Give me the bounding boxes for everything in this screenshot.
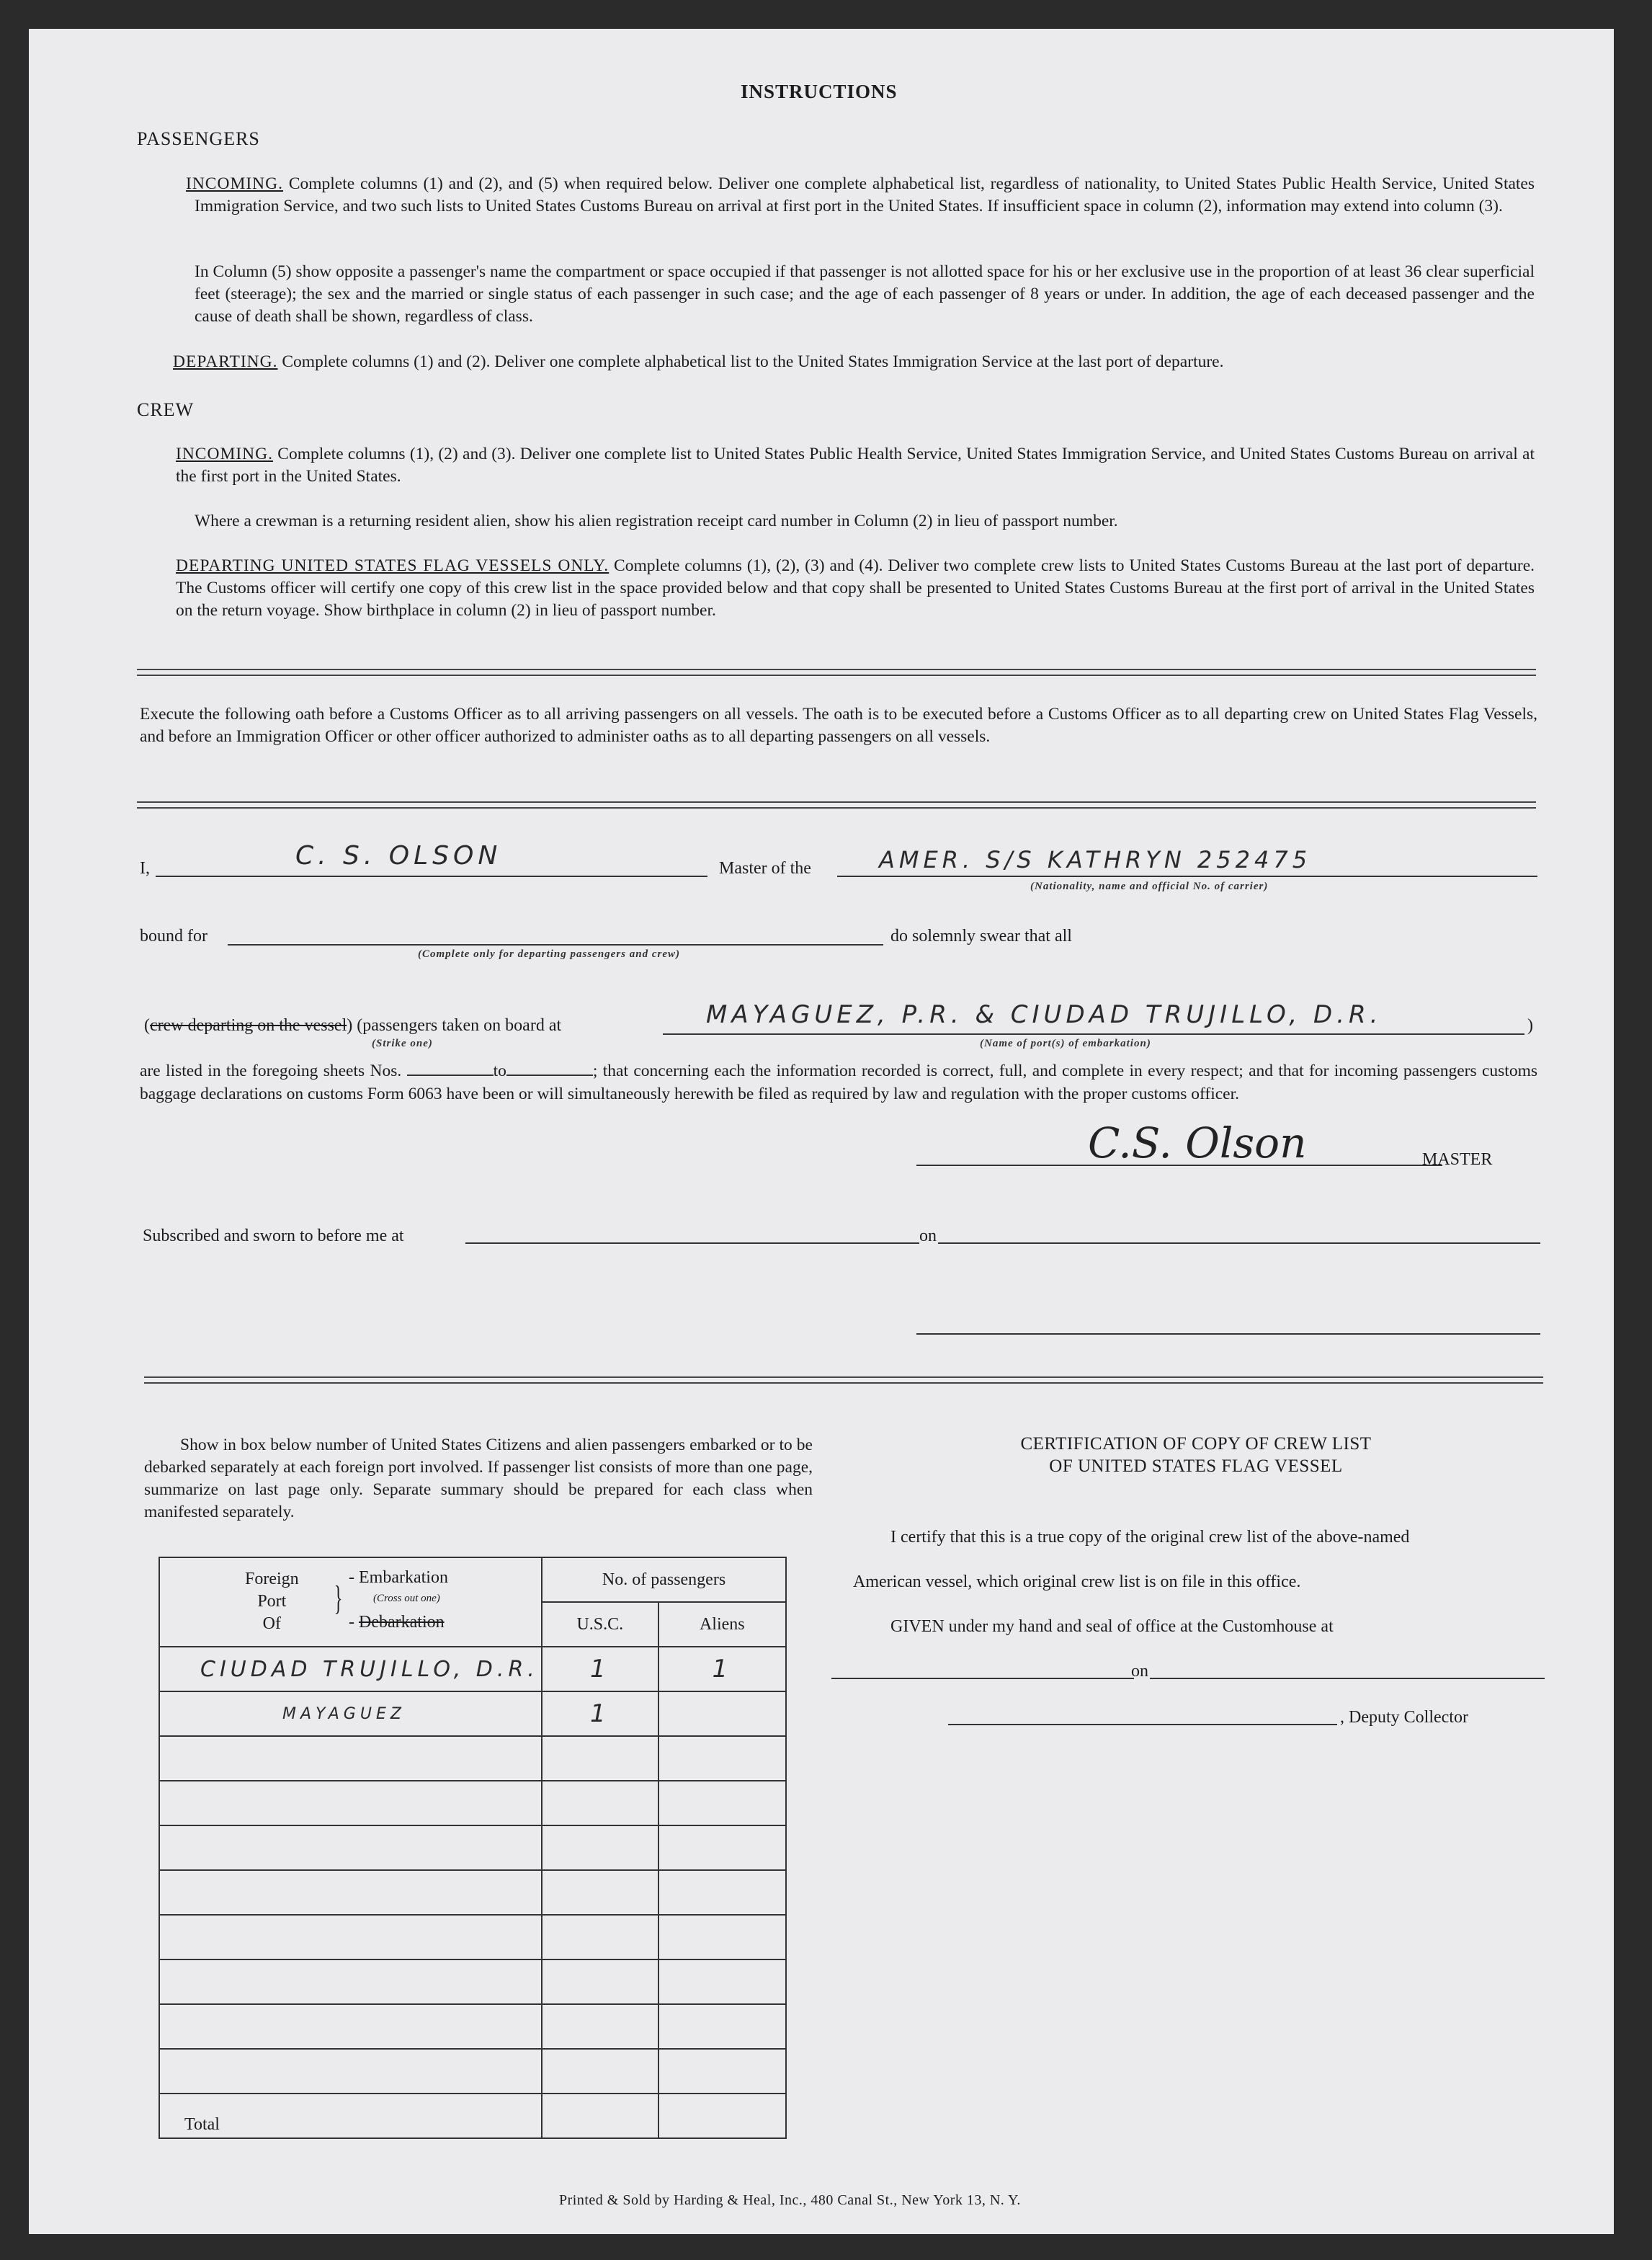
certification-title — [872, 1433, 1520, 1477]
table-row — [159, 1870, 786, 1915]
usc-cell — [542, 1915, 658, 1959]
divider — [144, 1376, 1543, 1384]
port-cell — [159, 1781, 542, 1825]
aliens-cell — [658, 1825, 786, 1870]
table-row — [159, 2004, 786, 2049]
bound-for-label: bound for — [140, 927, 207, 946]
passengers-departing-label: DEPARTING. — [173, 352, 278, 371]
passengers-incoming-text: Complete columns (1) and (2), and (5) when required below. Deliver one complete alphabetical list, regardless of nationality, to United States Public Health Service, United States Immigration Service, and two such lists to United States Customs Bureau on arrival at first port in the United States. If insufficient space in column (2), information may extend into column (3). — [195, 174, 1535, 215]
master-label: MASTER — [1422, 1150, 1493, 1169]
sheet-from-field[interactable] — [407, 1075, 494, 1076]
bound-for-caption: (Complete only for departing passengers and crew) — [418, 948, 680, 960]
table-row — [159, 1825, 786, 1870]
aliens-cell — [658, 1870, 786, 1915]
passengers-column5-paragraph: In Column (5) show opposite a passenger's name the compartment or space occupied if that passenger is not allotted space for his or her exclusive use in the proportion of at least 36 clear superficial feet (steerage); the sex and the married or single status of each passenger in such case; and the age of each passenger of 8 years or under. In addition, the age of each deceased passenger and the cause of death shall be shown, regardless of class. — [195, 262, 1535, 326]
document-page — [29, 29, 1614, 2234]
close-paren: ) — [1527, 1016, 1533, 1035]
crew-incoming-paragraph — [176, 443, 1535, 488]
port-cell — [159, 1825, 542, 1870]
officer-signature-line — [916, 1333, 1540, 1335]
aliens-header: Aliens — [658, 1602, 786, 1647]
usc-header: U.S.C. — [542, 1602, 658, 1647]
certification-title-line1: CERTIFICATION OF COPY OF CREW LIST — [1020, 1434, 1372, 1454]
certification-date-line — [1150, 1678, 1545, 1679]
table-row — [159, 1691, 786, 1736]
passengers-departing-paragraph — [173, 351, 1535, 373]
ports-line — [663, 1033, 1524, 1035]
total-label: Total — [159, 2094, 542, 2138]
table-row — [159, 1647, 786, 1691]
aliens-cell — [658, 2004, 786, 2049]
swear-label: do solemnly swear that all — [890, 927, 1072, 946]
listed-label: are listed in the foregoing sheets Nos. — [140, 1062, 402, 1080]
vessel-caption: (Nationality, name and official No. of carrier) — [1030, 881, 1269, 892]
cross-out-note: (Cross out one) — [373, 1593, 440, 1604]
customhouse-place-line — [831, 1678, 1134, 1679]
crew-heading: CREW — [137, 399, 195, 420]
aliens-cell — [658, 1915, 786, 1959]
col-port-label: Port — [257, 1592, 287, 1611]
usc-cell — [542, 2004, 658, 2049]
certify-text-2: American vessel, which original crew list is on file in this office. — [853, 1572, 1301, 1591]
aliens-cell: 1 — [658, 1647, 786, 1691]
vessel-name: AMER. S/S KATHRYN 252475 — [879, 846, 1312, 873]
page-title: INSTRUCTIONS — [741, 81, 898, 102]
crew-incoming-label: INCOMING. — [176, 445, 273, 463]
i-label: I, — [140, 859, 150, 878]
bound-for-line — [228, 944, 883, 946]
master-signature: C.S. Olson — [1088, 1118, 1307, 1167]
crew-departing-paragraph — [176, 555, 1535, 622]
strike-caption: (Strike one) — [372, 1038, 433, 1049]
given-text: GIVEN under my hand and seal of office at the Customhouse at — [890, 1617, 1334, 1636]
usc-cell — [542, 1825, 658, 1870]
subscribed-label: Subscribed and sworn to before me at — [143, 1227, 404, 1245]
table-row — [159, 1736, 786, 1781]
usc-cell — [542, 1959, 658, 2004]
crew-departing-text: Complete columns (1), (2), (3) and (4). Deliver two complete crew lists to United States Customs Bureau at the last port of departure. The Customs officer will certify one copy of this crew list in the space provided below and that copy shall be presented to United States Customs Bureau at the first port of arrival in the United States on the return voyage. Show birthplace in column (2) in lieu of passport number. — [176, 556, 1535, 620]
deputy-collector-label: , Deputy Collector — [1340, 1708, 1468, 1727]
crew-resident-paragraph: Where a crewman is a returning resident alien, show his alien registration receipt card number in Column (2) in lieu of passport number. — [195, 512, 1118, 530]
col-of-label: Of — [262, 1614, 281, 1633]
usc-cell — [542, 1781, 658, 1825]
listed-paragraph — [140, 1059, 1537, 1105]
usc-cell: 1 — [542, 1647, 658, 1691]
total-usc-cell — [542, 2094, 658, 2138]
port-cell — [159, 2049, 542, 2094]
crew-departing-struck: crew departing on the vessel — [150, 1016, 347, 1035]
subscribed-on-label: on — [919, 1227, 937, 1245]
sheet-to-field[interactable] — [506, 1075, 593, 1076]
port-cell: CIUDAD TRUJILLO, D.R. — [159, 1647, 542, 1691]
port-cell — [159, 1736, 542, 1781]
deputy-signature-line — [948, 1724, 1337, 1725]
master-of-label: Master of the — [719, 859, 811, 878]
aliens-cell — [658, 1959, 786, 2004]
port-cell — [159, 2004, 542, 2049]
usc-cell — [542, 1736, 658, 1781]
passengers-departing-text: Complete columns (1) and (2). Deliver one complete alphabetical list to the United States Immigration Service at the last port of departure. — [282, 352, 1224, 371]
brace: } — [334, 1579, 343, 1617]
crew-departing-label: DEPARTING UNITED STATES FLAG VESSELS ONLY. — [176, 556, 610, 575]
to-label: to — [493, 1062, 506, 1080]
subscribed-place-line — [465, 1242, 919, 1244]
usc-cell — [542, 1870, 658, 1915]
printer-credit: Printed & Sold by Harding & Heal, Inc., 480 Canal St., New York 13, N. Y. — [559, 2192, 1021, 2208]
embarkation-label: - Embarkation — [349, 1568, 448, 1587]
oath-intro: Execute the following oath before a Customs Officer as to all arriving passengers on all vessels. The oath is to be executed before a Customs Officer as to all departing crew on United States Flag Vessels, and before an Immigration Officer or other officer authorized to administer oaths as to all departing passengers on all vessels. — [140, 705, 1537, 746]
summary-instructions: Show in box below number of United States Citizens and alien passengers embarked or to be debarked separately at each foreign port involved. If passenger list consists of more than one page, summarize on last page only. Separate summary should be prepared for each class when manifested separately. — [144, 1436, 813, 1521]
passengers-incoming-label: INCOMING. — [186, 174, 283, 193]
debarkation-label: Debarkation — [359, 1613, 445, 1632]
usc-cell: 1 — [542, 1691, 658, 1736]
port-cell — [159, 1870, 542, 1915]
passengers-incoming-paragraph — [186, 173, 1535, 218]
divider — [137, 669, 1536, 676]
aliens-cell — [658, 2049, 786, 2094]
table-row — [159, 1781, 786, 1825]
passenger-summary-table — [158, 1557, 787, 2139]
port-header-cell: Foreign Port Of } - Embarkation (Cross out one) - Debarkation — [159, 1557, 542, 1647]
passengers-taken-label: (passengers taken on board at — [357, 1016, 562, 1035]
vessel-line — [837, 876, 1537, 877]
listed-text: ; that concerning each the information recorded is correct, full, and complete in every respect; and that for incoming passengers customs baggage declarations on customs Form 6063 have been or will simultaneously herewith be filed as required by law and regulation with the proper customs officer. — [140, 1062, 1537, 1103]
certify-text-1: I certify that this is a true copy of the original crew list of the above-named — [890, 1528, 1410, 1547]
aliens-cell — [658, 1736, 786, 1781]
usc-cell — [542, 2049, 658, 2094]
port-cell — [159, 1959, 542, 2004]
no-passengers-header: No. of passengers — [542, 1557, 786, 1602]
col-foreign-label: Foreign — [245, 1570, 299, 1588]
subscribed-date-line — [938, 1242, 1540, 1244]
master-name-line — [156, 876, 707, 877]
crew-incoming-text: Complete columns (1), (2) and (3). Deliver one complete list to United States Public Health Service, United States Immigration Service, and United States Customs Bureau on arrival at the first port in the United States. — [176, 445, 1535, 486]
total-aliens-cell — [658, 2094, 786, 2138]
total-row — [159, 2094, 786, 2138]
divider — [137, 801, 1536, 809]
certification-title-line2: OF UNITED STATES FLAG VESSEL — [1049, 1456, 1343, 1476]
ports-caption: (Name of port(s) of embarkation) — [980, 1038, 1151, 1049]
table-row — [159, 1915, 786, 1959]
port-cell: MAYAGUEZ — [159, 1691, 542, 1736]
aliens-cell — [658, 1691, 786, 1736]
certification-on-label: on — [1131, 1662, 1148, 1681]
aliens-cell — [658, 1781, 786, 1825]
master-name: C. S. OLSON — [295, 841, 502, 871]
crew-passenger-choice: (crew departing on the vessel) (passengers taken on board at — [144, 1016, 562, 1035]
ports-of-embarkation: MAYAGUEZ, P.R. & CIUDAD TRUJILLO, D.R. — [706, 1000, 1383, 1029]
port-cell — [159, 1915, 542, 1959]
table-row — [159, 1959, 786, 2004]
passengers-heading: PASSENGERS — [137, 128, 260, 149]
table-row — [159, 2049, 786, 2094]
